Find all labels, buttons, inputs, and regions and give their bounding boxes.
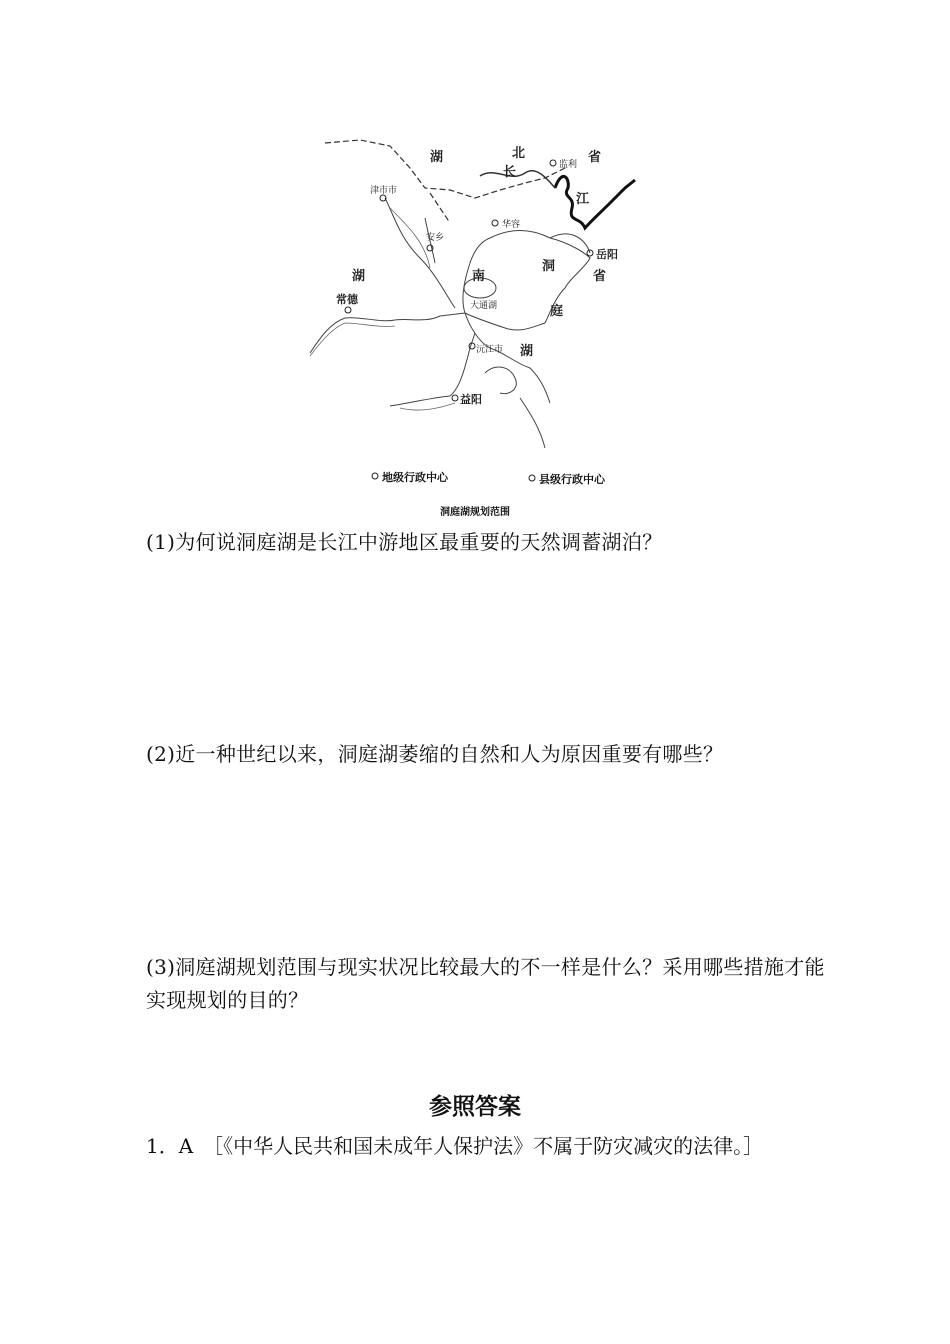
label-anxiang: 安乡 <box>426 233 445 243</box>
west-river <box>310 313 465 353</box>
lower-bay <box>485 367 516 394</box>
province-boundary <box>325 140 565 198</box>
label-jiang: 江 <box>576 192 590 207</box>
right-lake-shore <box>550 234 590 253</box>
label-hubei-bei: 北 <box>512 146 526 161</box>
north-rivers-2 <box>390 208 430 268</box>
label-hubei-hu: 湖 <box>430 150 444 165</box>
map-caption: 洞庭湖规划范围 <box>440 507 510 518</box>
label-hunan-hu: 湖 <box>352 269 366 284</box>
dongting-lake-map <box>300 128 650 528</box>
label-datonghu: 大通湖 <box>470 301 498 311</box>
zi-river <box>400 403 455 410</box>
label-huarong: 华容 <box>502 220 521 230</box>
label-chang: 长 <box>503 165 517 180</box>
label-hunan-nan: 南 <box>472 269 486 284</box>
label-yiyang: 益阳 <box>460 393 482 406</box>
province-boundary-2 <box>430 193 450 223</box>
question-2: (2)近一种世纪以来，洞庭湖萎缩的自然和人为原因重要有哪些？ <box>146 742 724 766</box>
label-dong: 洞 <box>542 259 556 274</box>
marker-changde <box>345 307 351 313</box>
lake-outline-lower <box>465 313 550 403</box>
label-yueyang: 岳阳 <box>596 248 618 261</box>
question-1: (1)为何说洞庭湖是长江中游地区最重要的天然调蓄湖泊？ <box>146 530 663 554</box>
label-hunan-sheng: 省 <box>593 269 607 284</box>
label-yuanjiang: 沅江市 <box>476 345 504 355</box>
west-river-2 <box>310 323 395 356</box>
south-river <box>520 398 545 448</box>
legend-marker-county <box>529 475 535 481</box>
label-ting: 庭 <box>550 304 564 319</box>
legend-marker-prefecture <box>372 473 378 479</box>
label-jianli: 监利 <box>559 160 578 170</box>
legend-prefecture: 地级行政中心 <box>382 471 448 484</box>
map-drawing <box>300 128 650 508</box>
label-changde: 常德 <box>336 293 358 306</box>
marker-huarong <box>492 220 498 226</box>
label-hubei-sheng: 省 <box>588 150 602 165</box>
marker-yuanjiang <box>469 343 475 349</box>
label-lake-hu: 湖 <box>520 344 534 359</box>
answer-title: 参照答案 <box>429 1094 521 1120</box>
label-jinshi: 津市市 <box>370 186 398 196</box>
answer-item-1: 1．A ［《中华人民共和国未成年人保护法》不属于防灾减灾的法律。］ <box>146 1134 764 1158</box>
yangtze-river <box>555 176 635 228</box>
north-rivers <box>385 198 455 308</box>
question-3: (3)洞庭湖规划范围与现实状况比较最大的不一样是什么？采用哪些措施才能实现规划的目的？ <box>146 955 825 1012</box>
legend-county: 县级行政中心 <box>539 473 605 486</box>
marker-jianli <box>550 160 556 166</box>
marker-yiyang <box>452 395 458 401</box>
